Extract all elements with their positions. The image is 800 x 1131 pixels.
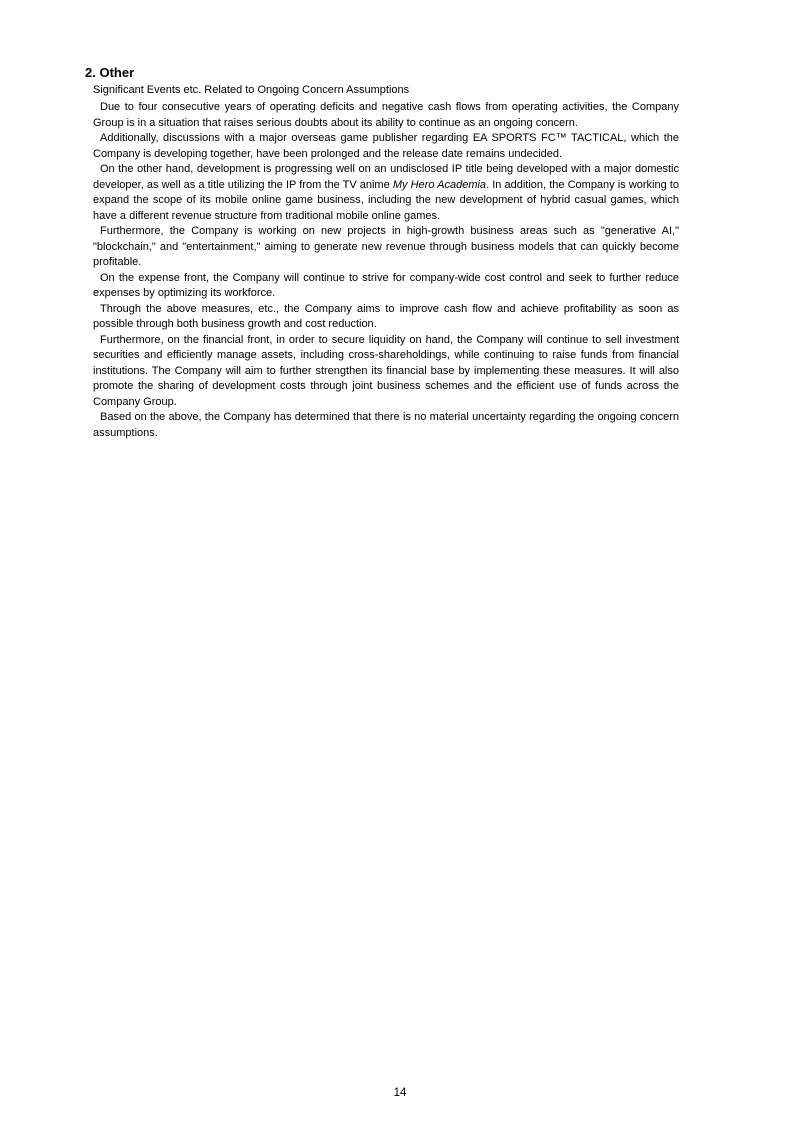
paragraph-run-italic-title: My Hero Academia [392, 178, 487, 191]
paragraph-run: On the other hand, development is progressing well on an undisclosed IP title being developed with a major domestic developer, as well as a title utilizing the IP from the TV anime [93, 163, 679, 191]
paragraph-financial-front: Furthermore, on the financial front, in order to secure liquidity on hand, the Company will continue to sell investment securities and efficiently manage assets, including cross-shareholdings, while continuing to raise funds from financial institutions. The Company will aim to further strengthen its financial base by implementing these measures. It will also promote the sharing of development costs through joint business schemes and the efficient use of funds across the Company Group. [93, 333, 679, 408]
paragraph-run: . In addition, the Company is working to expand the scope of its mobile online game business, including the new development of hybrid casual games, which have a different revenue structure from traditional mobile online games. [93, 178, 680, 222]
paragraph-going-concern-doubt: Due to four consecutive years of operating deficits and negative cash flows from operating activities, the Company Group is in a situation that raises serious doubts about its ability to continue as an ongoing concern. [93, 101, 679, 129]
page-number: 14 [393, 1087, 407, 1099]
paragraph-cash-flow-improvement: Through the above measures, etc., the Company aims to improve cash flow and achieve profitability as soon as possible through both business growth and cost reduction. [93, 302, 679, 330]
section-subheading: Significant Events etc. Related to Ongoing Concern Assumptions [93, 84, 410, 96]
body-text [93, 100, 679, 441]
paragraph-new-projects: Furthermore, the Company is working on new projects in high-growth business areas such as "generative AI," "blockchain," and "entertainment," aiming to generate new revenue through business models that can quickly become profitable. [93, 225, 679, 268]
paragraph-expense-control: On the expense front, the Company will continue to strive for company-wide cost control and seek to further reduce expenses by optimizing its workforce. [93, 271, 679, 299]
paragraph-ea-sports-discussions: Additionally, discussions with a major overseas game publisher regarding EA SPORTS FC™ TACTICAL, which the Company is developing together, have been prolonged and the release date remains undecided. [93, 132, 679, 160]
paragraph-conclusion: Based on the above, the Company has determined that there is no material uncertainty regarding the ongoing concern assumptions. [93, 411, 679, 439]
paragraph-development-progress [93, 162, 679, 224]
section-heading: 2. Other [85, 65, 135, 80]
